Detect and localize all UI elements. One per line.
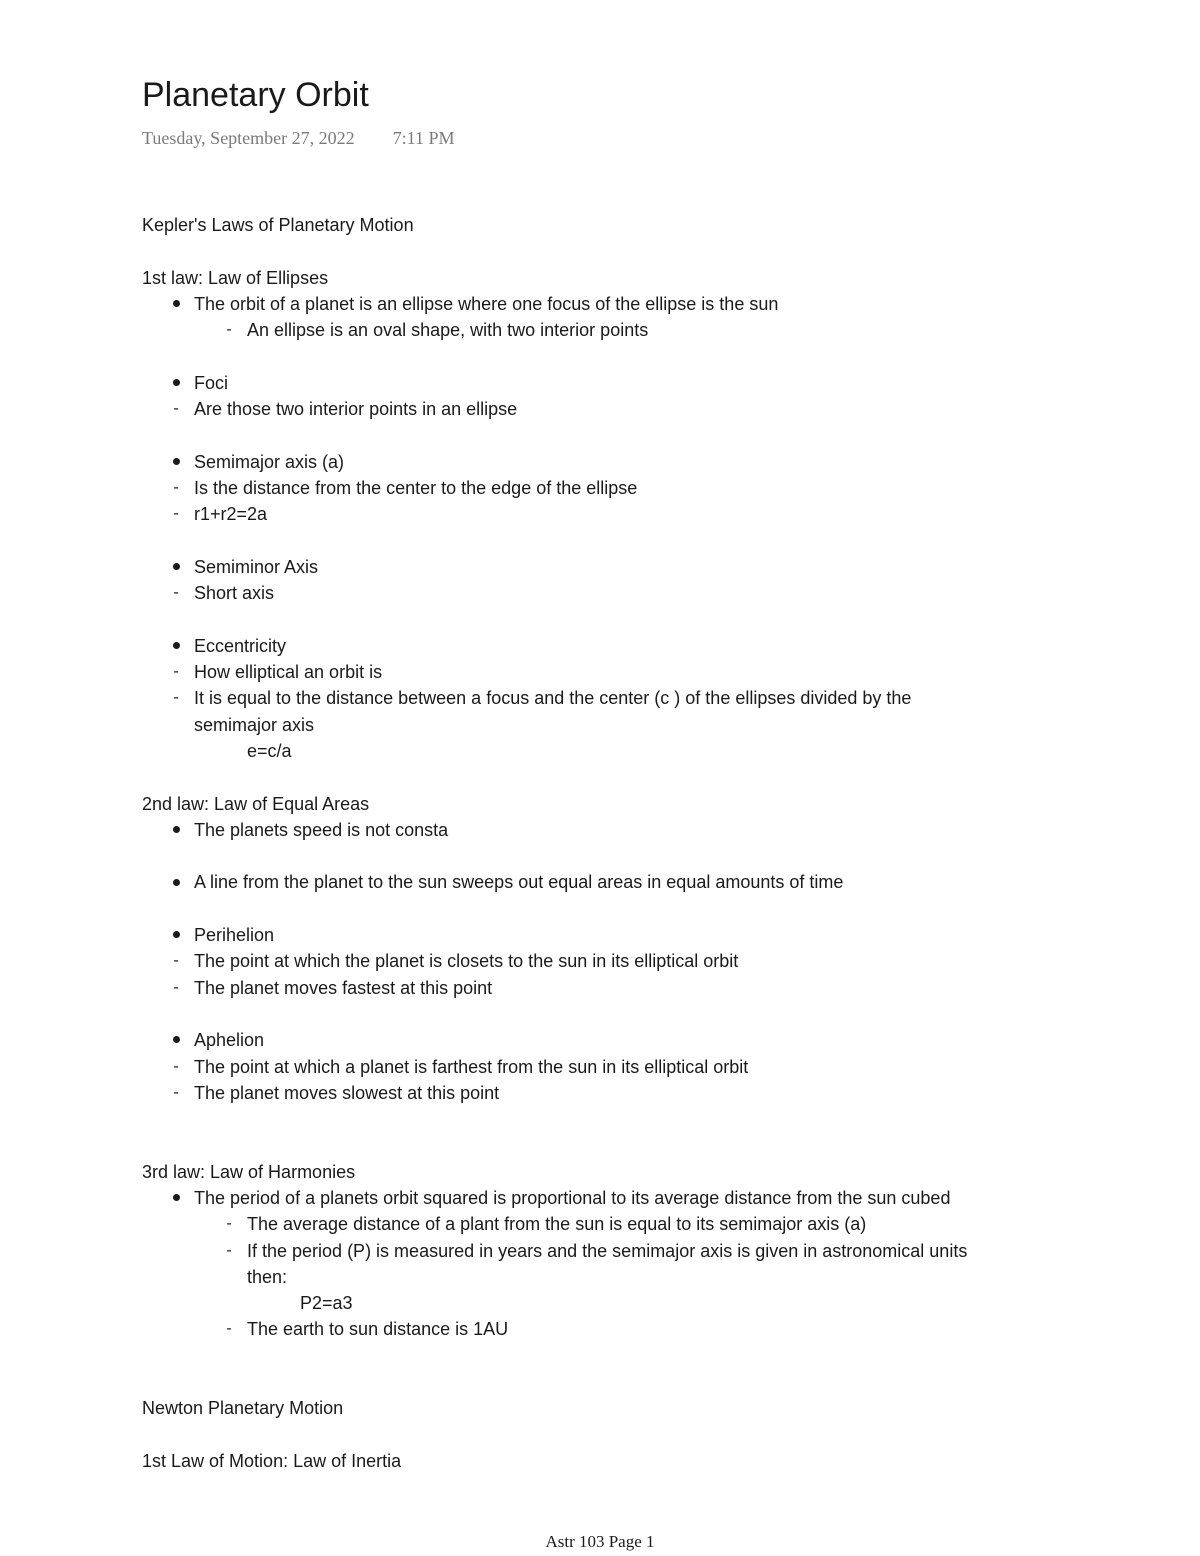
blank-line: [142, 1343, 1072, 1369]
note-line: [142, 1159, 1072, 1185]
dash-icon: -: [173, 952, 179, 970]
note-body: [142, 212, 1072, 1474]
note-line: [142, 1211, 1072, 1237]
continuation-text: P2=a3: [300, 1293, 353, 1314]
note-line: [142, 370, 1072, 396]
dash-icon: -: [173, 584, 179, 602]
note-line: [142, 869, 1072, 895]
bullet-item-text: Perihelion: [194, 925, 275, 946]
note-line: [142, 1448, 1072, 1474]
note-line: [142, 633, 1072, 659]
blank-line: [142, 1422, 1072, 1448]
note-line: [142, 212, 1072, 238]
dash-icon: -: [173, 663, 179, 681]
dash-icon: -: [226, 1215, 232, 1233]
dash-item-text: An ellipse is an oval shape, with two interior points: [247, 320, 649, 341]
continuation-text: then:: [247, 1266, 288, 1287]
dash-icon: -: [173, 1083, 179, 1101]
note-line: [142, 1395, 1072, 1421]
bullet-item-text: Semiminor Axis: [194, 556, 319, 577]
note-line: [142, 1054, 1072, 1080]
dash-item-text: The planet moves slowest at this point: [194, 1082, 500, 1103]
dash-icon: -: [226, 1241, 232, 1259]
note-line: [142, 291, 1072, 317]
note-line: [142, 922, 1072, 948]
dash-item-text: How elliptical an orbit is: [194, 662, 383, 683]
section-heading: 3rd law: Law of Harmonies: [142, 1161, 356, 1182]
dash-item-text: It is equal to the distance between a focus and the center (c ) of the ellipses divided by the: [194, 688, 912, 709]
note-line: [142, 317, 1072, 343]
note-line: [142, 738, 1072, 764]
bullet-item-text: The planets speed is not consta: [194, 819, 449, 840]
note-line: [142, 1027, 1072, 1053]
dash-item-text: The average distance of a plant from the sun is equal to its semimajor axis (a): [247, 1214, 867, 1235]
page-footer: Astr 103 Page 1: [545, 1532, 655, 1551]
note-line: [142, 685, 1072, 711]
note-line: [142, 396, 1072, 422]
bullet-item-text: The period of a planets orbit squared is proportional to its average distance from the sun cubed: [194, 1187, 951, 1208]
dash-item-text: r1+r2=2a: [194, 504, 268, 525]
dash-icon: -: [226, 321, 232, 339]
blank-line: [142, 764, 1072, 790]
bullet-item-text: A line from the planet to the sun sweeps out equal areas in equal amounts of time: [194, 872, 844, 893]
section-heading: Kepler's Laws of Planetary Motion: [142, 215, 414, 235]
dash-icon: -: [173, 400, 179, 418]
dash-item-text: Is the distance from the center to the edge of the ellipse: [194, 477, 638, 498]
note-line: [142, 1290, 1072, 1316]
note-datetime: [142, 126, 455, 150]
dash-icon: -: [173, 505, 179, 523]
section-heading: 1st Law of Motion: Law of Inertia: [142, 1450, 402, 1471]
blank-line: [142, 238, 1072, 264]
dash-item-text: The point at which the planet is closets to the sun in its elliptical orbit: [194, 951, 739, 972]
continuation-text: semimajor axis: [194, 714, 315, 735]
bullet-item-text: Foci: [194, 372, 229, 393]
dash-icon: -: [173, 478, 179, 496]
continuation-text: e=c/a: [247, 740, 292, 761]
bullet-icon: [168, 449, 184, 475]
dash-item-text: If the period (P) is measured in years and the semimajor axis is given in astronomical units: [247, 1240, 968, 1261]
dash-item-text: Are those two interior points in an ellipse: [194, 399, 518, 420]
note-line: [142, 501, 1072, 527]
dash-item-text: The point at which a planet is farthest from the sun in its elliptical orbit: [194, 1056, 749, 1077]
dash-icon: -: [226, 1320, 232, 1338]
bullet-item-text: Aphelion: [194, 1030, 265, 1051]
bullet-item-text: The orbit of a planet is an ellipse where one focus of the ellipse is the sun: [194, 293, 779, 314]
note-line: [142, 1238, 1072, 1264]
blank-line: [142, 1132, 1072, 1158]
dash-icon: -: [173, 689, 179, 707]
note-line: [142, 659, 1072, 685]
note-line: [142, 817, 1072, 843]
section-heading: 2nd law: Law of Equal Areas: [142, 793, 370, 814]
dash-icon: -: [173, 1057, 179, 1075]
bullet-icon: [168, 817, 184, 843]
note-line: [142, 475, 1072, 501]
bullet-icon: [168, 291, 184, 317]
bullet-icon: [168, 1185, 184, 1211]
note-date: Tuesday, September 27, 2022: [142, 128, 355, 148]
blank-line: [142, 343, 1072, 369]
blank-line: [142, 843, 1072, 869]
note-line: [142, 1080, 1072, 1106]
note-time: 7:11 PM: [392, 128, 455, 148]
note-line: [142, 265, 1072, 291]
bullet-icon: [168, 554, 184, 580]
note-line: [142, 1185, 1072, 1211]
note-line: [142, 580, 1072, 606]
dash-item-text: The earth to sun distance is 1AU: [247, 1319, 509, 1340]
dash-item-text: The planet moves fastest at this point: [194, 977, 493, 998]
blank-line: [142, 1369, 1072, 1395]
note-line: [142, 975, 1072, 1001]
blank-line: [142, 896, 1072, 922]
note-line: [142, 712, 1072, 738]
blank-line: [142, 606, 1072, 632]
note-line: [142, 1264, 1072, 1290]
blank-line: [142, 1001, 1072, 1027]
blank-line: [142, 528, 1072, 554]
section-heading: Newton Planetary Motion: [142, 1398, 344, 1419]
bullet-icon: [168, 922, 184, 948]
note-line: [142, 554, 1072, 580]
dash-item-text: Short axis: [194, 583, 275, 604]
bullet-item-text: Eccentricity: [194, 635, 287, 656]
section-heading: 1st law: Law of Ellipses: [142, 267, 329, 288]
note-line: [142, 791, 1072, 817]
bullet-icon: [168, 1027, 184, 1053]
note-line: [142, 1316, 1072, 1342]
bullet-icon: [168, 869, 184, 895]
dash-icon: -: [173, 978, 179, 996]
bullet-item-text: Semimajor axis (a): [194, 451, 345, 472]
bullet-icon: [168, 370, 184, 396]
note-line: [142, 449, 1072, 475]
page-title: Planetary Orbit: [142, 76, 369, 114]
bullet-icon: [168, 633, 184, 659]
note-line: [142, 948, 1072, 974]
blank-line: [142, 1106, 1072, 1132]
blank-line: [142, 422, 1072, 448]
